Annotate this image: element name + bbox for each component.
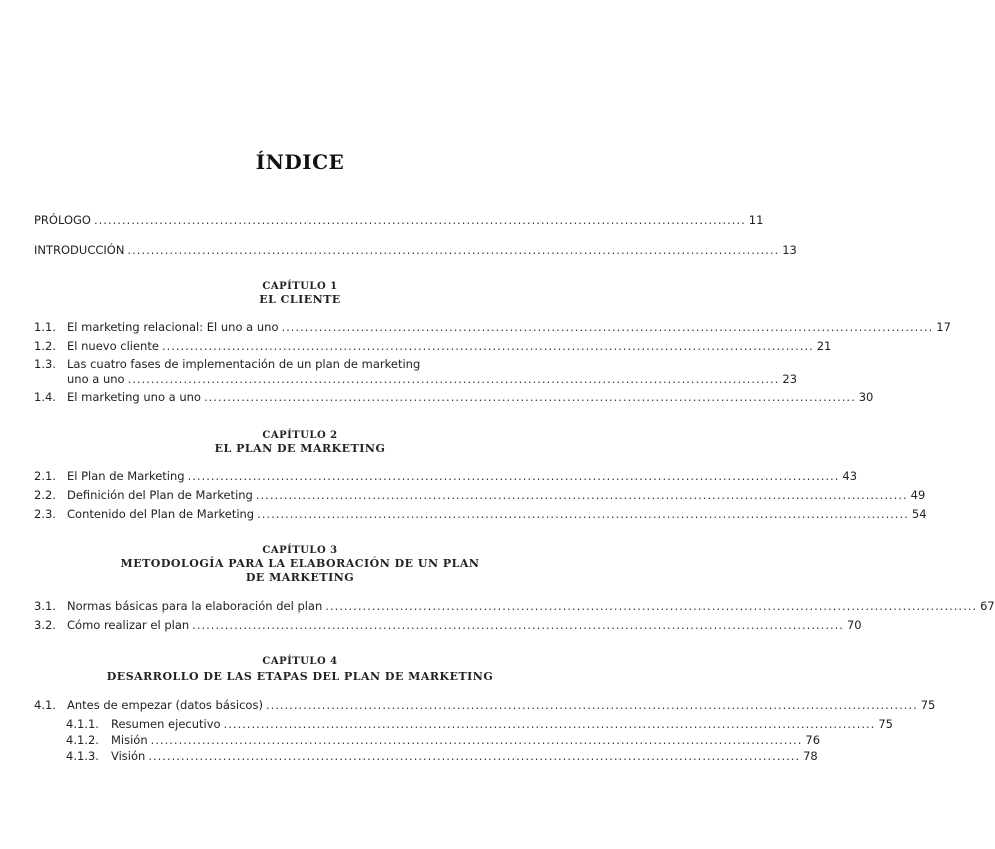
dot-leader: ............................................................................................................................................ [187, 469, 840, 483]
toc-entry[interactable] [34, 468, 858, 484]
entry-number: 1.1. [34, 320, 56, 334]
entry-title: Antes de empezar (datos básicos) [67, 698, 263, 712]
entry-title: El marketing uno a uno [67, 390, 201, 404]
chapter-label: CAPÍTULO 4 [262, 656, 338, 667]
entry-number: 4.1. [34, 698, 56, 712]
entry-title: PRÓLOGO [34, 213, 91, 227]
dot-leader: ............................................................................................................................................ [255, 488, 908, 502]
toc-entry[interactable] [34, 389, 874, 405]
toc-subentry[interactable] [66, 748, 818, 764]
dot-leader: ............................................................................................................................................ [281, 320, 934, 334]
chapter-title: DESARROLLO DE LAS ETAPAS DEL PLAN DE MARKETING [106, 670, 494, 683]
entry-title: Definición del Plan de Marketing [67, 488, 253, 502]
dot-leader: ............................................................................................................................................ [161, 339, 814, 353]
entry-number: 1.3. [34, 357, 56, 371]
entry-number: 3.2. [34, 618, 56, 632]
dot-leader: ............................................................................................................................................ [192, 618, 844, 632]
entry-page: 21 [816, 339, 832, 353]
entry-page: 17 [936, 320, 951, 334]
entry-number: 2.1. [34, 469, 56, 483]
entry-title: El marketing relacional: El uno a uno [67, 320, 279, 334]
chapter-title-line-2: DE MARKETING [245, 571, 355, 584]
dot-leader: ............................................................................................................................................ [127, 243, 780, 257]
entry-title: INTRODUCCIÓN [34, 243, 125, 257]
dot-leader: ............................................................................................................................................ [127, 372, 780, 386]
toc-subentry[interactable] [66, 716, 893, 732]
chapter-label: CAPÍTULO 1 [262, 281, 338, 292]
entry-page: 23 [782, 372, 798, 386]
dot-leader: ............................................................................................................................................ [148, 749, 801, 763]
entry-page: 30 [858, 390, 874, 404]
page-title: ÍNDICE [255, 150, 345, 174]
entry-number: 4.1.1. [66, 717, 99, 731]
toc-entry[interactable] [34, 319, 951, 335]
entry-title: Las cuatro fases de implementación de un plan de marketing [67, 357, 421, 371]
entry-title: El nuevo cliente [67, 339, 159, 353]
entry-page: 75 [920, 698, 936, 712]
dot-leader: ............................................................................................................................................ [203, 390, 856, 404]
dot-leader: ............................................................................................................................................ [223, 717, 876, 731]
toc-entry[interactable] [34, 506, 927, 522]
dot-leader: ............................................................................................................................................ [325, 599, 978, 613]
entry-page: 43 [842, 469, 858, 483]
entry-title: Resumen ejecutivo [111, 717, 221, 731]
dot-leader: ............................................................................................................................................ [257, 507, 909, 521]
entry-number: 2.3. [34, 507, 56, 521]
entry-number: 3.1. [34, 599, 56, 613]
entry-title: El Plan de Marketing [67, 469, 185, 483]
entry-title-continuation: uno a uno [67, 372, 125, 386]
entry-number: 4.1.3. [66, 749, 99, 763]
toc-entry[interactable] [34, 487, 926, 503]
entry-title: Visión [111, 749, 146, 763]
entry-page: 67 [980, 599, 995, 613]
entry-page: 70 [846, 618, 862, 632]
chapter-label: CAPÍTULO 3 [262, 545, 338, 556]
entry-page: 76 [805, 733, 821, 747]
toc-entry[interactable] [34, 356, 533, 372]
entry-title: Misión [111, 733, 148, 747]
toc-entry[interactable] [34, 697, 936, 713]
dot-leader: ............................................................................................................................................ [94, 213, 746, 227]
toc-subentry[interactable] [66, 732, 821, 748]
entry-title: Contenido del Plan de Marketing [67, 507, 255, 521]
dot-leader: ............................................................................................................................................ [150, 733, 803, 747]
entry-page: 49 [910, 488, 926, 502]
toc-entry[interactable] [34, 617, 862, 633]
toc-entry-prologo[interactable] [34, 212, 764, 228]
entry-number: 2.2. [34, 488, 56, 502]
chapter-title-line-1: METODOLOGÍA PARA LA ELABORACIÓN DE UN PLAN [120, 557, 480, 570]
entry-title: Cómo realizar el plan [67, 618, 190, 632]
entry-page: 78 [803, 749, 818, 763]
entry-page: 75 [878, 717, 893, 731]
entry-number: 4.1.2. [66, 733, 99, 747]
toc-entry-introduccion[interactable] [34, 242, 797, 258]
chapter-title: EL CLIENTE [259, 293, 341, 306]
chapter-title: EL PLAN DE MARKETING [214, 442, 386, 455]
entry-number: 1.2. [34, 339, 56, 353]
dot-leader: ............................................................................................................................................ [265, 698, 918, 712]
chapter-label: CAPÍTULO 2 [262, 430, 338, 441]
entry-page: 11 [748, 213, 764, 227]
entry-number: 1.4. [34, 390, 56, 404]
toc-entry[interactable] [34, 598, 995, 614]
toc-entry[interactable] [34, 338, 832, 354]
entry-page: 54 [911, 507, 927, 521]
toc-entry-continuation[interactable] [67, 371, 798, 387]
entry-title: Normas básicas para la elaboración del plan [67, 599, 323, 613]
entry-page: 13 [782, 243, 797, 257]
